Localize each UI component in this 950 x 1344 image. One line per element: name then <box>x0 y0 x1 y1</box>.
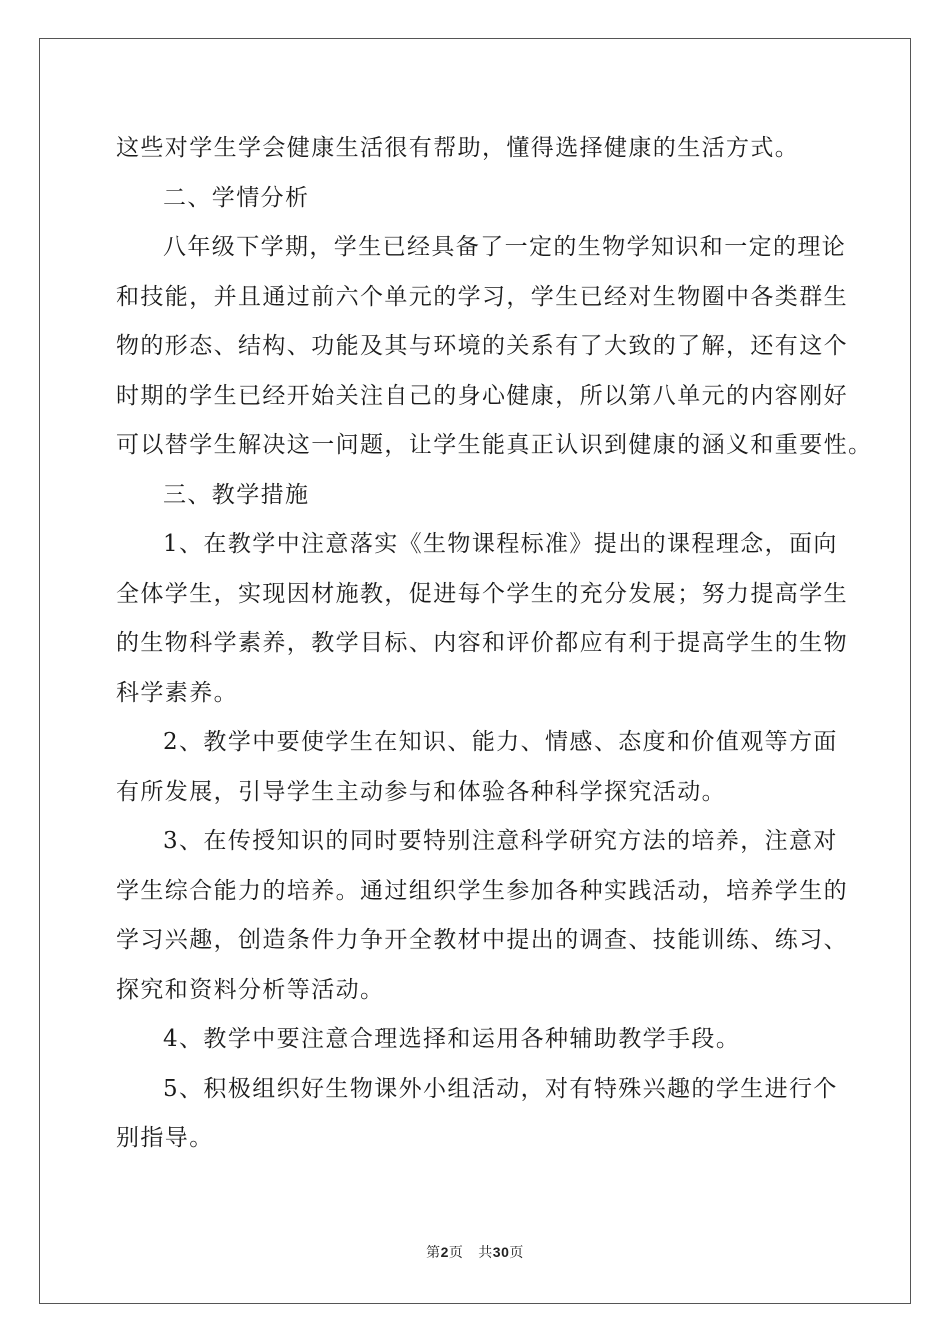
text-line: 4、教学中要注意合理选择和运用各种辅助教学手段。 <box>163 1026 741 1052</box>
section-heading: 二、学情分析 <box>163 184 310 211</box>
text-line: 学生综合能力的培养。通过组织学生参加各种实践活动，培养学生的 <box>116 877 848 904</box>
text-line: 2、教学中要使学生在知识、能力、情感、态度和价值观等方面 <box>163 729 838 755</box>
text-line: 别指导。 <box>116 1125 214 1151</box>
text-line: 和技能，并且通过前六个单元的学习，学生已经对生物圈中各类群生 <box>116 283 848 310</box>
text-line: 学习兴趣，创造条件力争开全教材中提出的调查、技能训练、练习、 <box>116 927 848 953</box>
text-line: 5、积极组织好生物课外小组活动，对有特殊兴趣的学生进行个 <box>163 1075 838 1102</box>
total-prefix: 共 <box>478 1245 493 1261</box>
text-line: 可以替学生解决这一问题，让学生能真正认识到健康的涵义和重要性。 <box>116 432 873 458</box>
page-suffix: 页 <box>448 1245 464 1261</box>
text-line: 有所发展，引导学生主动参与和体验各种科学探究活动。 <box>116 778 726 805</box>
section-heading: 三、教学措施 <box>163 481 310 508</box>
page-number: 2 <box>440 1244 449 1260</box>
page-prefix: 第 <box>426 1245 441 1261</box>
text-line: 科学素养。 <box>116 679 238 706</box>
text-line: 的生物科学素养，教学目标、内容和评价都应有利于提高学生的生物 <box>116 630 848 656</box>
text-line: 1、在教学中注意落实《生物课程标准》提出的课程理念，面向 <box>163 531 838 557</box>
text-line: 物的形态、结构、功能及其与环境的关系有了大致的了解，还有这个 <box>116 333 848 359</box>
text-line: 八年级下学期，学生已经具备了一定的生物学知识和一定的理论 <box>163 234 847 260</box>
text-line: 3、在传授知识的同时要特别注意科学研究方法的培养，注意对 <box>163 828 838 854</box>
document-body <box>116 124 873 1164</box>
text-line: 这些对学生学会健康生活很有帮助，懂得选择健康的生活方式。 <box>116 135 800 161</box>
text-line: 探究和资料分析等活动。 <box>116 976 385 1003</box>
total-suffix: 页 <box>509 1245 524 1261</box>
text-line: 时期的学生已经开始关注自己的身心健康，所以第八单元的内容刚好 <box>116 382 848 409</box>
text-line: 全体学生，实现因材施教，促进每个学生的充分发展；努力提高学生 <box>116 580 848 607</box>
total-pages: 30 <box>492 1244 510 1260</box>
page-footer <box>0 1242 950 1262</box>
